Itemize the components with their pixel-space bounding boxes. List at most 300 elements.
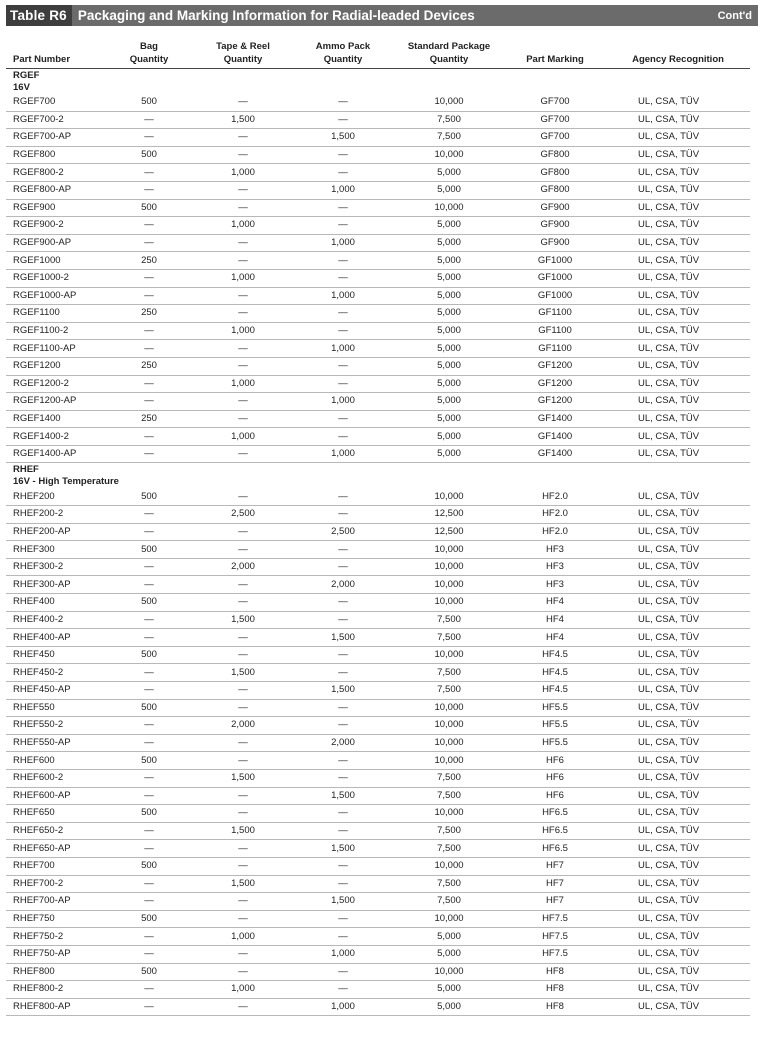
bag-quantity-cell: 500 bbox=[104, 857, 194, 875]
col-header-ammo-pack-quantity: Ammo Pack Quantity bbox=[292, 41, 394, 69]
bag-quantity-cell: — bbox=[104, 664, 194, 682]
tape-reel-quantity-cell: — bbox=[194, 682, 292, 700]
ammo-pack-quantity-cell: 2,000 bbox=[292, 734, 394, 752]
standard-package-quantity-cell: 10,000 bbox=[394, 488, 504, 505]
table-row bbox=[6, 682, 750, 700]
bag-quantity-cell: — bbox=[104, 928, 194, 946]
agency-recognition-cell: UL, CSA, TÜV bbox=[606, 488, 750, 505]
table-row bbox=[6, 111, 750, 129]
ammo-pack-quantity-cell: 2,000 bbox=[292, 576, 394, 594]
bag-quantity-cell: — bbox=[104, 787, 194, 805]
agency-recognition-cell: UL, CSA, TÜV bbox=[606, 558, 750, 576]
tape-reel-quantity-cell: — bbox=[194, 699, 292, 717]
part-marking-cell: HF2.0 bbox=[504, 488, 606, 505]
standard-package-quantity-cell: 7,500 bbox=[394, 769, 504, 787]
col-header-part-marking: Part Marking bbox=[504, 41, 606, 69]
agency-recognition-cell: UL, CSA, TÜV bbox=[606, 945, 750, 963]
tape-reel-quantity-cell: — bbox=[194, 488, 292, 505]
part-marking-cell: GF900 bbox=[504, 234, 606, 252]
agency-recognition-cell: UL, CSA, TÜV bbox=[606, 269, 750, 287]
standard-package-quantity-cell: 5,000 bbox=[394, 305, 504, 323]
part-marking-cell: GF1100 bbox=[504, 340, 606, 358]
part-marking-cell: HF4 bbox=[504, 611, 606, 629]
part-number-cell: RGEF1000-AP bbox=[6, 287, 104, 305]
bag-quantity-cell: — bbox=[104, 111, 194, 129]
bag-quantity-cell: — bbox=[104, 769, 194, 787]
tape-reel-quantity-cell: 1,000 bbox=[194, 375, 292, 393]
agency-recognition-cell: UL, CSA, TÜV bbox=[606, 734, 750, 752]
standard-package-quantity-cell: 12,500 bbox=[394, 506, 504, 524]
part-number-cell: RGEF1200-2 bbox=[6, 375, 104, 393]
packaging-table bbox=[6, 41, 750, 1016]
standard-package-quantity-cell: 10,000 bbox=[394, 199, 504, 217]
part-number-cell: RHEF450-2 bbox=[6, 664, 104, 682]
part-number-cell: RHEF300-2 bbox=[6, 558, 104, 576]
standard-package-quantity-cell: 7,500 bbox=[394, 629, 504, 647]
table-row bbox=[6, 611, 750, 629]
ammo-pack-quantity-cell: — bbox=[292, 717, 394, 735]
standard-package-quantity-cell: 7,500 bbox=[394, 787, 504, 805]
table-row bbox=[6, 875, 750, 893]
part-number-cell: RHEF450-AP bbox=[6, 682, 104, 700]
ammo-pack-quantity-cell: — bbox=[292, 594, 394, 612]
continued-label: Cont'd bbox=[717, 9, 752, 22]
agency-recognition-cell: UL, CSA, TÜV bbox=[606, 611, 750, 629]
tape-reel-quantity-cell: — bbox=[194, 594, 292, 612]
part-marking-cell: GF1200 bbox=[504, 393, 606, 411]
tape-reel-quantity-cell: — bbox=[194, 840, 292, 858]
bag-quantity-cell: — bbox=[104, 840, 194, 858]
part-number-cell: RHEF550-2 bbox=[6, 717, 104, 735]
part-number-cell: RHEF600-AP bbox=[6, 787, 104, 805]
agency-recognition-cell: UL, CSA, TÜV bbox=[606, 910, 750, 928]
standard-package-quantity-cell: 5,000 bbox=[394, 181, 504, 199]
standard-package-quantity-cell: 5,000 bbox=[394, 269, 504, 287]
table-row bbox=[6, 305, 750, 323]
agency-recognition-cell: UL, CSA, TÜV bbox=[606, 428, 750, 446]
ammo-pack-quantity-cell: — bbox=[292, 558, 394, 576]
standard-package-quantity-cell: 10,000 bbox=[394, 805, 504, 823]
agency-recognition-cell: UL, CSA, TÜV bbox=[606, 998, 750, 1016]
part-number-cell: RGEF1400 bbox=[6, 410, 104, 428]
table-row bbox=[6, 488, 750, 505]
bag-quantity-cell: 500 bbox=[104, 752, 194, 770]
table-row bbox=[6, 523, 750, 541]
part-marking-cell: HF7.5 bbox=[504, 945, 606, 963]
ammo-pack-quantity-cell: — bbox=[292, 752, 394, 770]
table-row bbox=[6, 181, 750, 199]
part-marking-cell: GF700 bbox=[504, 94, 606, 111]
part-number-cell: RGEF700-2 bbox=[6, 111, 104, 129]
ammo-pack-quantity-cell: 1,500 bbox=[292, 840, 394, 858]
agency-recognition-cell: UL, CSA, TÜV bbox=[606, 875, 750, 893]
ammo-pack-quantity-cell: — bbox=[292, 506, 394, 524]
ammo-pack-quantity-cell: 1,000 bbox=[292, 445, 394, 463]
agency-recognition-cell: UL, CSA, TÜV bbox=[606, 234, 750, 252]
ammo-pack-quantity-cell: — bbox=[292, 146, 394, 164]
table-row bbox=[6, 981, 750, 999]
agency-recognition-cell: UL, CSA, TÜV bbox=[606, 322, 750, 340]
standard-package-quantity-cell: 10,000 bbox=[394, 146, 504, 164]
table-row bbox=[6, 269, 750, 287]
bag-quantity-cell: — bbox=[104, 682, 194, 700]
tape-reel-quantity-cell: — bbox=[194, 541, 292, 559]
table-row bbox=[6, 664, 750, 682]
agency-recognition-cell: UL, CSA, TÜV bbox=[606, 164, 750, 182]
col-header-tape-reel-quantity: Tape & Reel Quantity bbox=[194, 41, 292, 69]
bag-quantity-cell: 500 bbox=[104, 146, 194, 164]
part-marking-cell: GF1000 bbox=[504, 252, 606, 270]
standard-package-quantity-cell: 7,500 bbox=[394, 611, 504, 629]
part-number-cell: RHEF700-2 bbox=[6, 875, 104, 893]
agency-recognition-cell: UL, CSA, TÜV bbox=[606, 129, 750, 147]
table-row bbox=[6, 822, 750, 840]
agency-recognition-cell: UL, CSA, TÜV bbox=[606, 393, 750, 411]
bag-quantity-cell: 250 bbox=[104, 357, 194, 375]
part-marking-cell: HF6 bbox=[504, 769, 606, 787]
table-body bbox=[6, 69, 750, 1016]
standard-package-quantity-cell: 5,000 bbox=[394, 164, 504, 182]
part-number-cell: RHEF650-2 bbox=[6, 822, 104, 840]
tape-reel-quantity-cell: — bbox=[194, 445, 292, 463]
table-row bbox=[6, 393, 750, 411]
table-row bbox=[6, 94, 750, 111]
part-number-cell: RGEF800-2 bbox=[6, 164, 104, 182]
bag-quantity-cell: 500 bbox=[104, 541, 194, 559]
ammo-pack-quantity-cell: — bbox=[292, 875, 394, 893]
agency-recognition-cell: UL, CSA, TÜV bbox=[606, 410, 750, 428]
ammo-pack-quantity-cell: — bbox=[292, 822, 394, 840]
bag-quantity-cell: — bbox=[104, 558, 194, 576]
standard-package-quantity-cell: 10,000 bbox=[394, 963, 504, 981]
tape-reel-quantity-cell: 1,000 bbox=[194, 217, 292, 235]
table-row bbox=[6, 699, 750, 717]
tape-reel-quantity-cell: — bbox=[194, 576, 292, 594]
bag-quantity-cell: 250 bbox=[104, 410, 194, 428]
group-header bbox=[6, 463, 750, 489]
agency-recognition-cell: UL, CSA, TÜV bbox=[606, 769, 750, 787]
agency-recognition-cell: UL, CSA, TÜV bbox=[606, 506, 750, 524]
table-row bbox=[6, 558, 750, 576]
standard-package-quantity-cell: 5,000 bbox=[394, 445, 504, 463]
table-row bbox=[6, 146, 750, 164]
tape-reel-quantity-cell: — bbox=[194, 305, 292, 323]
table-row bbox=[6, 322, 750, 340]
table-id: Table R6 bbox=[6, 5, 72, 26]
bag-quantity-cell: — bbox=[104, 717, 194, 735]
table-title: Packaging and Marking Information for Radial-leaded Devices bbox=[77, 8, 475, 23]
ammo-pack-quantity-cell: — bbox=[292, 699, 394, 717]
agency-recognition-cell: UL, CSA, TÜV bbox=[606, 305, 750, 323]
tape-reel-quantity-cell: — bbox=[194, 646, 292, 664]
table-row bbox=[6, 410, 750, 428]
tape-reel-quantity-cell: — bbox=[194, 629, 292, 647]
part-marking-cell: HF2.0 bbox=[504, 506, 606, 524]
tape-reel-quantity-cell: — bbox=[194, 787, 292, 805]
part-number-cell: RHEF800-2 bbox=[6, 981, 104, 999]
bag-quantity-cell: — bbox=[104, 445, 194, 463]
agency-recognition-cell: UL, CSA, TÜV bbox=[606, 181, 750, 199]
tape-reel-quantity-cell: 1,500 bbox=[194, 611, 292, 629]
part-number-cell: RHEF400-2 bbox=[6, 611, 104, 629]
group-header bbox=[6, 69, 750, 95]
col-header-bag-quantity: Bag Quantity bbox=[104, 41, 194, 69]
part-number-cell: RGEF1000-2 bbox=[6, 269, 104, 287]
standard-package-quantity-cell: 5,000 bbox=[394, 234, 504, 252]
part-marking-cell: HF7 bbox=[504, 875, 606, 893]
bag-quantity-cell: — bbox=[104, 998, 194, 1016]
agency-recognition-cell: UL, CSA, TÜV bbox=[606, 857, 750, 875]
table-row bbox=[6, 252, 750, 270]
table-row bbox=[6, 594, 750, 612]
tape-reel-quantity-cell: — bbox=[194, 893, 292, 911]
part-marking-cell: GF800 bbox=[504, 181, 606, 199]
part-number-cell: RGEF1400-2 bbox=[6, 428, 104, 446]
ammo-pack-quantity-cell: — bbox=[292, 164, 394, 182]
header-row bbox=[6, 41, 750, 69]
tape-reel-quantity-cell: 2,000 bbox=[194, 717, 292, 735]
bag-quantity-cell: — bbox=[104, 340, 194, 358]
agency-recognition-cell: UL, CSA, TÜV bbox=[606, 752, 750, 770]
part-number-cell: RHEF700 bbox=[6, 857, 104, 875]
tape-reel-quantity-cell: 1,500 bbox=[194, 664, 292, 682]
part-marking-cell: HF4.5 bbox=[504, 646, 606, 664]
standard-package-quantity-cell: 10,000 bbox=[394, 752, 504, 770]
part-number-cell: RGEF800-AP bbox=[6, 181, 104, 199]
agency-recognition-cell: UL, CSA, TÜV bbox=[606, 541, 750, 559]
col-header-standard-package-quantity: Standard Package Quantity bbox=[394, 41, 504, 69]
part-marking-cell: HF5.5 bbox=[504, 734, 606, 752]
part-marking-cell: HF7 bbox=[504, 857, 606, 875]
part-marking-cell: GF1000 bbox=[504, 287, 606, 305]
bag-quantity-cell: — bbox=[104, 164, 194, 182]
part-marking-cell: HF4 bbox=[504, 594, 606, 612]
ammo-pack-quantity-cell: 1,000 bbox=[292, 234, 394, 252]
tape-reel-quantity-cell: — bbox=[194, 910, 292, 928]
table-row bbox=[6, 576, 750, 594]
table-row bbox=[6, 769, 750, 787]
part-marking-cell: HF5.5 bbox=[504, 699, 606, 717]
table-row bbox=[6, 717, 750, 735]
tape-reel-quantity-cell: 1,000 bbox=[194, 928, 292, 946]
agency-recognition-cell: UL, CSA, TÜV bbox=[606, 146, 750, 164]
part-marking-cell: HF8 bbox=[504, 963, 606, 981]
bag-quantity-cell: 250 bbox=[104, 252, 194, 270]
part-number-cell: RHEF600 bbox=[6, 752, 104, 770]
ammo-pack-quantity-cell: — bbox=[292, 410, 394, 428]
table-row bbox=[6, 857, 750, 875]
part-number-cell: RHEF200-AP bbox=[6, 523, 104, 541]
standard-package-quantity-cell: 7,500 bbox=[394, 893, 504, 911]
table-row bbox=[6, 287, 750, 305]
bag-quantity-cell: — bbox=[104, 893, 194, 911]
standard-package-quantity-cell: 10,000 bbox=[394, 594, 504, 612]
part-marking-cell: HF8 bbox=[504, 981, 606, 999]
bag-quantity-cell: 500 bbox=[104, 488, 194, 505]
part-marking-cell: GF800 bbox=[504, 146, 606, 164]
agency-recognition-cell: UL, CSA, TÜV bbox=[606, 287, 750, 305]
agency-recognition-cell: UL, CSA, TÜV bbox=[606, 664, 750, 682]
tape-reel-quantity-cell: — bbox=[194, 146, 292, 164]
part-number-cell: RGEF700 bbox=[6, 94, 104, 111]
ammo-pack-quantity-cell: — bbox=[292, 805, 394, 823]
ammo-pack-quantity-cell: — bbox=[292, 646, 394, 664]
bag-quantity-cell: — bbox=[104, 322, 194, 340]
agency-recognition-cell: UL, CSA, TÜV bbox=[606, 682, 750, 700]
ammo-pack-quantity-cell: 1,000 bbox=[292, 393, 394, 411]
bag-quantity-cell: — bbox=[104, 217, 194, 235]
standard-package-quantity-cell: 5,000 bbox=[394, 428, 504, 446]
tape-reel-quantity-cell: — bbox=[194, 752, 292, 770]
part-number-cell: RHEF700-AP bbox=[6, 893, 104, 911]
ammo-pack-quantity-cell: — bbox=[292, 305, 394, 323]
part-marking-cell: HF3 bbox=[504, 558, 606, 576]
standard-package-quantity-cell: 5,000 bbox=[394, 981, 504, 999]
part-marking-cell: GF1100 bbox=[504, 305, 606, 323]
ammo-pack-quantity-cell: — bbox=[292, 963, 394, 981]
part-marking-cell: HF6 bbox=[504, 787, 606, 805]
tape-reel-quantity-cell: 1,000 bbox=[194, 322, 292, 340]
bag-quantity-cell: — bbox=[104, 945, 194, 963]
tape-reel-quantity-cell: 1,000 bbox=[194, 981, 292, 999]
agency-recognition-cell: UL, CSA, TÜV bbox=[606, 717, 750, 735]
bag-quantity-cell: — bbox=[104, 428, 194, 446]
agency-recognition-cell: UL, CSA, TÜV bbox=[606, 340, 750, 358]
tape-reel-quantity-cell: — bbox=[194, 129, 292, 147]
table-row bbox=[6, 928, 750, 946]
bag-quantity-cell: — bbox=[104, 523, 194, 541]
ammo-pack-quantity-cell: — bbox=[292, 375, 394, 393]
ammo-pack-quantity-cell: — bbox=[292, 910, 394, 928]
agency-recognition-cell: UL, CSA, TÜV bbox=[606, 963, 750, 981]
tape-reel-quantity-cell: — bbox=[194, 94, 292, 111]
table-row bbox=[6, 646, 750, 664]
part-marking-cell: HF8 bbox=[504, 998, 606, 1016]
bag-quantity-cell: 500 bbox=[104, 199, 194, 217]
standard-package-quantity-cell: 10,000 bbox=[394, 857, 504, 875]
agency-recognition-cell: UL, CSA, TÜV bbox=[606, 217, 750, 235]
agency-recognition-cell: UL, CSA, TÜV bbox=[606, 445, 750, 463]
agency-recognition-cell: UL, CSA, TÜV bbox=[606, 840, 750, 858]
standard-package-quantity-cell: 10,000 bbox=[394, 576, 504, 594]
agency-recognition-cell: UL, CSA, TÜV bbox=[606, 629, 750, 647]
part-marking-cell: HF6.5 bbox=[504, 822, 606, 840]
part-number-cell: RHEF800 bbox=[6, 963, 104, 981]
tape-reel-quantity-cell: — bbox=[194, 734, 292, 752]
part-marking-cell: GF1400 bbox=[504, 445, 606, 463]
tape-reel-quantity-cell: — bbox=[194, 181, 292, 199]
bag-quantity-cell: — bbox=[104, 611, 194, 629]
col-header-part-number: Part Number bbox=[6, 41, 104, 69]
tape-reel-quantity-cell: — bbox=[194, 945, 292, 963]
agency-recognition-cell: UL, CSA, TÜV bbox=[606, 199, 750, 217]
part-marking-cell: HF6 bbox=[504, 752, 606, 770]
tape-reel-quantity-cell: — bbox=[194, 199, 292, 217]
agency-recognition-cell: UL, CSA, TÜV bbox=[606, 576, 750, 594]
part-number-cell: RHEF550 bbox=[6, 699, 104, 717]
ammo-pack-quantity-cell: 1,500 bbox=[292, 129, 394, 147]
agency-recognition-cell: UL, CSA, TÜV bbox=[606, 893, 750, 911]
part-number-cell: RHEF450 bbox=[6, 646, 104, 664]
standard-package-quantity-cell: 5,000 bbox=[394, 340, 504, 358]
part-number-cell: RGEF800 bbox=[6, 146, 104, 164]
part-marking-cell: HF3 bbox=[504, 541, 606, 559]
tape-reel-quantity-cell: — bbox=[194, 393, 292, 411]
ammo-pack-quantity-cell: — bbox=[292, 199, 394, 217]
table-row bbox=[6, 963, 750, 981]
tape-reel-quantity-cell: — bbox=[194, 998, 292, 1016]
bag-quantity-cell: — bbox=[104, 269, 194, 287]
bag-quantity-cell: — bbox=[104, 129, 194, 147]
agency-recognition-cell: UL, CSA, TÜV bbox=[606, 594, 750, 612]
table-row bbox=[6, 787, 750, 805]
table-row bbox=[6, 445, 750, 463]
table-row bbox=[6, 217, 750, 235]
ammo-pack-quantity-cell: 1,500 bbox=[292, 682, 394, 700]
ammo-pack-quantity-cell: — bbox=[292, 94, 394, 111]
bag-quantity-cell: 500 bbox=[104, 646, 194, 664]
tape-reel-quantity-cell: 1,000 bbox=[194, 428, 292, 446]
table-row bbox=[6, 164, 750, 182]
agency-recognition-cell: UL, CSA, TÜV bbox=[606, 787, 750, 805]
bag-quantity-cell: — bbox=[104, 234, 194, 252]
agency-recognition-cell: UL, CSA, TÜV bbox=[606, 981, 750, 999]
table-row bbox=[6, 752, 750, 770]
ammo-pack-quantity-cell: — bbox=[292, 217, 394, 235]
group-subtitle: 16V bbox=[13, 81, 30, 93]
table-row bbox=[6, 428, 750, 446]
part-number-cell: RGEF1200 bbox=[6, 357, 104, 375]
bag-quantity-cell: — bbox=[104, 629, 194, 647]
bag-quantity-cell: — bbox=[104, 981, 194, 999]
tape-reel-quantity-cell: — bbox=[194, 805, 292, 823]
tape-reel-quantity-cell: 1,500 bbox=[194, 111, 292, 129]
ammo-pack-quantity-cell: 1,000 bbox=[292, 181, 394, 199]
part-marking-cell: GF1400 bbox=[504, 428, 606, 446]
part-marking-cell: HF4.5 bbox=[504, 664, 606, 682]
table-row bbox=[6, 998, 750, 1016]
part-marking-cell: GF1200 bbox=[504, 357, 606, 375]
part-number-cell: RGEF1200-AP bbox=[6, 393, 104, 411]
ammo-pack-quantity-cell: — bbox=[292, 252, 394, 270]
part-marking-cell: GF900 bbox=[504, 217, 606, 235]
table-row bbox=[6, 357, 750, 375]
ammo-pack-quantity-cell: — bbox=[292, 541, 394, 559]
standard-package-quantity-cell: 5,000 bbox=[394, 357, 504, 375]
standard-package-quantity-cell: 10,000 bbox=[394, 699, 504, 717]
tape-reel-quantity-cell: — bbox=[194, 523, 292, 541]
tape-reel-quantity-cell: — bbox=[194, 234, 292, 252]
ammo-pack-quantity-cell: — bbox=[292, 981, 394, 999]
group-name: RHEF bbox=[13, 464, 39, 476]
ammo-pack-quantity-cell: 1,000 bbox=[292, 340, 394, 358]
standard-package-quantity-cell: 5,000 bbox=[394, 393, 504, 411]
tape-reel-quantity-cell: — bbox=[194, 252, 292, 270]
part-number-cell: RHEF750-AP bbox=[6, 945, 104, 963]
standard-package-quantity-cell: 10,000 bbox=[394, 717, 504, 735]
standard-package-quantity-cell: 7,500 bbox=[394, 111, 504, 129]
table-row bbox=[6, 234, 750, 252]
part-number-cell: RHEF650-AP bbox=[6, 840, 104, 858]
table-banner bbox=[6, 5, 758, 26]
part-number-cell: RHEF650 bbox=[6, 805, 104, 823]
agency-recognition-cell: UL, CSA, TÜV bbox=[606, 252, 750, 270]
col-header-agency-recognition: Agency Recognition bbox=[606, 41, 750, 69]
table-row bbox=[6, 129, 750, 147]
ammo-pack-quantity-cell: 1,000 bbox=[292, 998, 394, 1016]
ammo-pack-quantity-cell: — bbox=[292, 357, 394, 375]
table-row bbox=[6, 840, 750, 858]
